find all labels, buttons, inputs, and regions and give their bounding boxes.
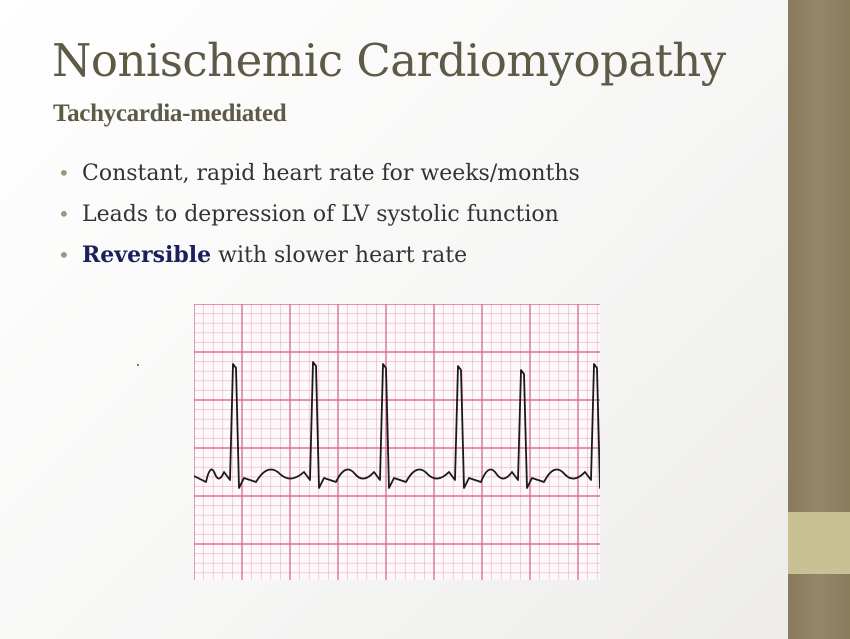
bullet-item: [58, 195, 580, 236]
dust-speck: [137, 364, 139, 366]
bullet-list: [58, 154, 580, 277]
bullet-item: [58, 236, 580, 277]
ecg-strip-image: [194, 304, 600, 580]
bullet-dot-icon: •: [58, 161, 70, 185]
bullet-dot-icon: •: [58, 243, 70, 267]
bullet-item: [58, 154, 580, 195]
bullet-emphasis: Reversible: [82, 242, 212, 268]
side-decoration-accent: [788, 512, 850, 574]
slide-subtitle: Tachycardia-mediated: [53, 100, 287, 127]
bullet-text: Leads to depression of LV systolic function: [82, 202, 559, 227]
ecg-strip-graphic: [194, 304, 600, 580]
bullet-dot-icon: •: [58, 202, 70, 226]
bullet-text: with slower heart rate: [211, 243, 468, 268]
bullet-text: Constant, rapid heart rate for weeks/months: [82, 161, 580, 186]
slide-title: Nonischemic Cardiomyopathy: [52, 34, 726, 87]
